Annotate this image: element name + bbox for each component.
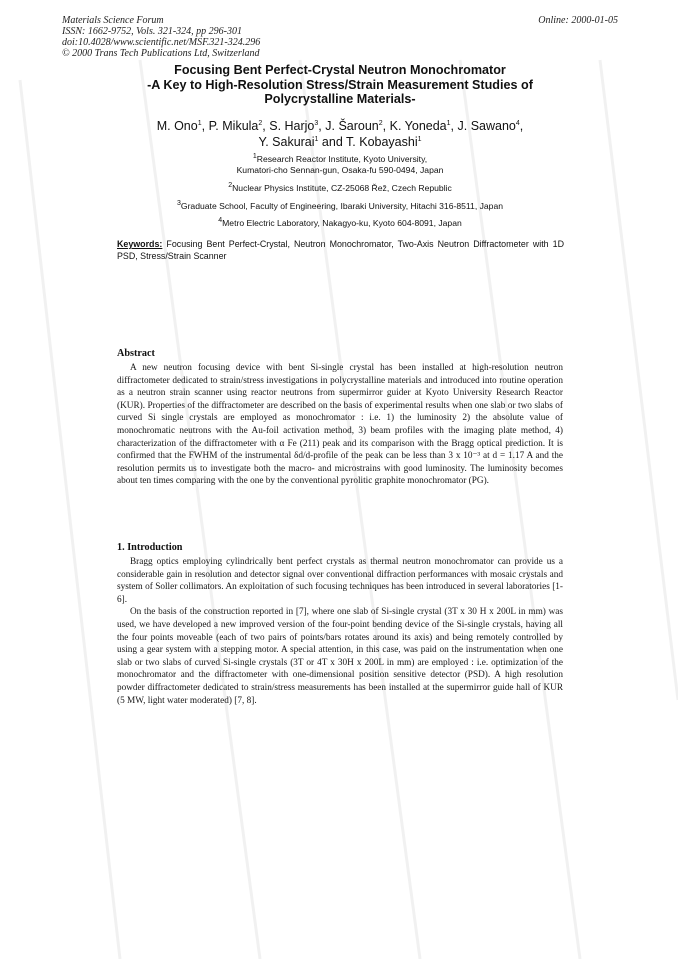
author: P. Mikula$^2$ (208, 119, 263, 133)
journal-header (62, 15, 618, 59)
author: K. Yoneda$^1$ (389, 119, 451, 133)
author-line-2: Y. Sakurai$^1$ and T. Kobayashi$^1$ (258, 135, 422, 149)
author-line-1: M. Ono$^1$, P. Mikula$^2$, S. Harjo$^3$, J. Šaroun$^2$, K. Yoneda$^1$, J. Sawano$^4$, (156, 119, 524, 133)
abstract-paragraph: A new neutron focusing device with bent Si-single crystal has been installed at high-resolution neutron diffractometer dedicated to strain/stress investigations in polycrystalline materials and introduced into routine operation as a neutron strain scanner using reactor neutrons from supermirror guider at Kyoto University Research Reactor (KUR). Properties of the diffractometer are described on the basis of experimental results when one slab or two slabs of curved Si single crystals are employed as monochromator : i.e. 1) the luminosity 2) the absolute value of monochromatic neutrons with the Au-foil activation method, 3) beam profiles with the imaging plate method, 4) characterization of the diffractometer with α Fe (211) peak and its comparison with the Bragg optical prediction. It is confirmed that the FWHM of the instrumental δd/d-profile of the peak can be less than 3 x 10⁻³ at d = 1.17 A and the resolution permits us to investigate both the macro- and microstrains with good luminosity. The luminosity becomes about ten times comparing with the one by the conventional pyrolitic graphite monochromator (PG). (117, 363, 563, 487)
affiliation-2: $^2$Nuclear Physics Institute, CZ-25068 Řež, Czech Republic (228, 182, 452, 193)
keywords (117, 239, 564, 262)
abstract-heading: Abstract (117, 348, 155, 359)
intro-paragraph-2: On the basis of the construction reported in [7], where one slab of Si-single crystal (3T x 30 H x 200L in mm) was used, we have developed a new improved version of the four-point bending device of the Si-single crystals, having all the four points moveable (each of two pairs of points/bars rotates around its axis) and being remotely controlled by using a gear system with a stepping motor. A special attention, in this case, was paid on the instrumentation when one slab or two slabs of curved Si-single crystals (3T or 4T x 30H x 200L in mm) are employed : i.e. optimization of the monochromator and the diffractometer with one-dimensional position sensitive detector (PSD). A high resolution powder diffractometer dedicated to strain/stress measurements has been installed at the supermirror guide hall of KUR (5 MW, light water moderated) [7, 8]. (117, 607, 563, 706)
title-line: Polycrystalline Materials- (264, 92, 416, 106)
keywords-text: Focusing Bent Perfect-Crystal, Neutron Monochromator, Two-Axis Neutron Diffractometer with 1D PSD, Stress/Strain Scanner (117, 239, 564, 261)
intro-paragraph-1: Bragg optics employing cylindrically bent perfect crystals as thermal neutron monochromator can provide us a considerable gain in resolution and detector signal over conventional diffraction performances with mosaic crystals and system of Soller collimators. An exploitation of such focusing techniques has been introduced in several laboratories [1-6]. (117, 557, 563, 605)
affiliation-1: $^1$Research Reactor Institute, Kyoto University, Kumatori-cho Sennan-gun, Osaka-fu 590-0494, Japan (236, 153, 444, 175)
issn-line: ISSN: 1662-9752, Vols. 321-324, pp 296-301 (62, 26, 242, 37)
keywords-label: Keywords: (117, 239, 163, 249)
title-line: -A Key to High-Resolution Stress/Strain Measurement Studies of (147, 77, 533, 92)
abstract-text (117, 362, 563, 488)
author: M. Ono$^1$ (156, 119, 202, 133)
author-list (100, 118, 580, 150)
title-line: Focusing Bent Perfect-Crystal Neutron Monochromator (174, 63, 506, 77)
copyright-line: © 2000 Trans Tech Publications Ltd, Switzerland (62, 48, 260, 59)
author: J. Šaroun$^2$ (325, 119, 383, 133)
affiliation-4: $^4$Metro Electric Laboratory, Nakagyo-ku, Kyoto 604-8091, Japan (218, 217, 462, 228)
affiliation-3: $^3$Graduate School, Faculty of Engineering, Ibaraki University, Hitachi 316-8511, Japan (176, 200, 504, 211)
author: S. Harjo$^3$ (269, 119, 319, 133)
author: T. Kobayashi$^1$ (346, 135, 422, 149)
journal-name: Materials Science Forum (62, 15, 164, 26)
paper-title (100, 63, 580, 107)
author: Y. Sakurai$^1$ (258, 135, 319, 149)
online-date: Online: 2000-01-05 (538, 15, 618, 26)
introduction-text (117, 556, 563, 707)
author: J. Sawano$^4$ (457, 119, 520, 133)
introduction-heading: 1. Introduction (117, 542, 183, 553)
doi-link[interactable]: doi:10.4028/www.scientific.net/MSF.321-324.296 (62, 37, 261, 48)
